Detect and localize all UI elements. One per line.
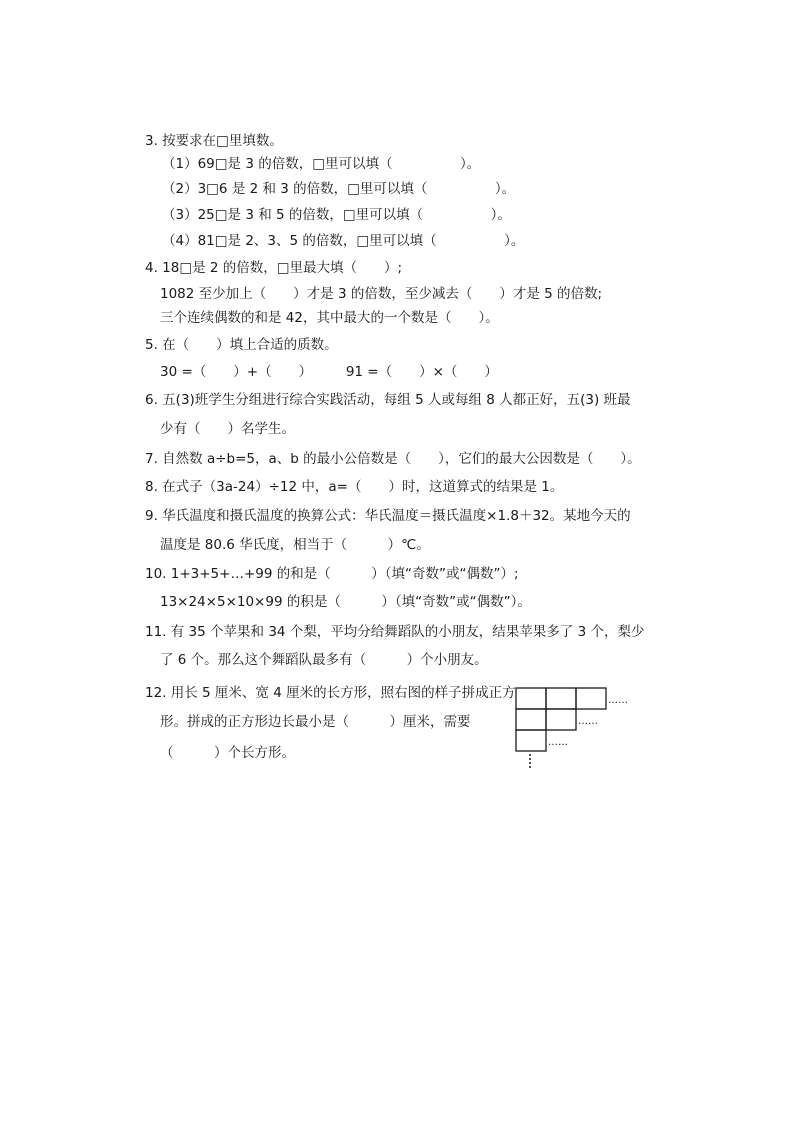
row2-ellipsis: …… <box>578 716 598 727</box>
q3-item-3: （3）25□是 3 和 5 的倍数，□里可以填（ ）。 <box>162 207 511 223</box>
row1-ellipsis: …… <box>608 695 628 706</box>
staircase-diagram <box>514 686 644 772</box>
q5-line-2: 30 =（ ）+（ ） 91 =（ ）×（ ） <box>160 364 498 380</box>
q5-line-1: 5. 在（ ）填上合适的质数。 <box>145 337 338 353</box>
q6-line-1: 6. 五(3)班学生分组进行综合实践活动，每组 5 人或每组 8 人都正好，五(3) 班最 <box>145 392 631 408</box>
grid-rect <box>546 688 576 709</box>
q3-item-4: （4）81□是 2、3、5 的倍数，□里可以填（ ）。 <box>162 233 525 249</box>
q6-line-2: 少有（ ）名学生。 <box>160 421 295 437</box>
q4-line-3: 三个连续偶数的和是 42，其中最大的一个数是（ ）。 <box>160 310 499 326</box>
grid-rect <box>516 709 546 730</box>
q3-item-1: （1）69□是 3 的倍数，□里可以填（ ）。 <box>162 156 481 172</box>
grid-rect <box>546 709 576 730</box>
row3-ellipsis: …… <box>548 737 568 748</box>
q9-line-1: 9. 华氏温度和摄氏温度的换算公式：华氏温度＝摄氏温度×1.8＋32。某地今天的 <box>145 508 631 524</box>
q11-line-2: 了 6 个。那么这个舞蹈队最多有（ ）个小朋友。 <box>160 652 488 668</box>
rectangle-staircase-figure <box>514 686 644 772</box>
grid-rect <box>516 688 546 709</box>
q3-item-2: （2）3□6 是 2 和 3 的倍数，□里可以填（ ）。 <box>162 181 516 197</box>
vertical-ellipsis <box>529 754 531 768</box>
q10-line-1: 10. 1+3+5+…+99 的和是（ ）（填“奇数”或“偶数”）; <box>145 566 519 582</box>
q9-line-2: 温度是 80.6 华氏度，相当于（ ）℃。 <box>160 537 430 553</box>
q4-line-2: 1082 至少加上（ ）才是 3 的倍数，至少减去（ ）才是 5 的倍数; <box>160 286 603 302</box>
q8-text: 8. 在式子（3a-24）÷12 中，a=（ ）时，这道算式的结果是 1。 <box>145 479 564 495</box>
q7-text: 7. 自然数 a÷b=5，a、b 的最小公倍数是（ ），它们的最大公因数是（ ）。 <box>145 451 641 467</box>
q3-title: 3. 按要求在□里填数。 <box>145 133 283 149</box>
q12-line-1: 12. 用长 5 厘米、宽 4 厘米的长方形，照右图的样子拼成正方 <box>145 685 516 701</box>
q12-line-2: 形。拼成的正方形边长最小是（ ）厘米，需要 <box>160 714 471 730</box>
q12-line-3: （ ）个长方形。 <box>160 745 295 761</box>
grid-rect <box>576 688 606 709</box>
grid-rect <box>516 730 546 751</box>
q10-line-2: 13×24×5×10×99 的积是（ ）（填“奇数”或“偶数”）。 <box>160 594 531 610</box>
q4-line-1: 4. 18□是 2 的倍数，□里最大填（ ）; <box>145 260 403 276</box>
q11-line-1: 11. 有 35 个苹果和 34 个梨，平均分给舞蹈队的小朋友，结果苹果多了 3 个，梨少 <box>145 624 645 640</box>
